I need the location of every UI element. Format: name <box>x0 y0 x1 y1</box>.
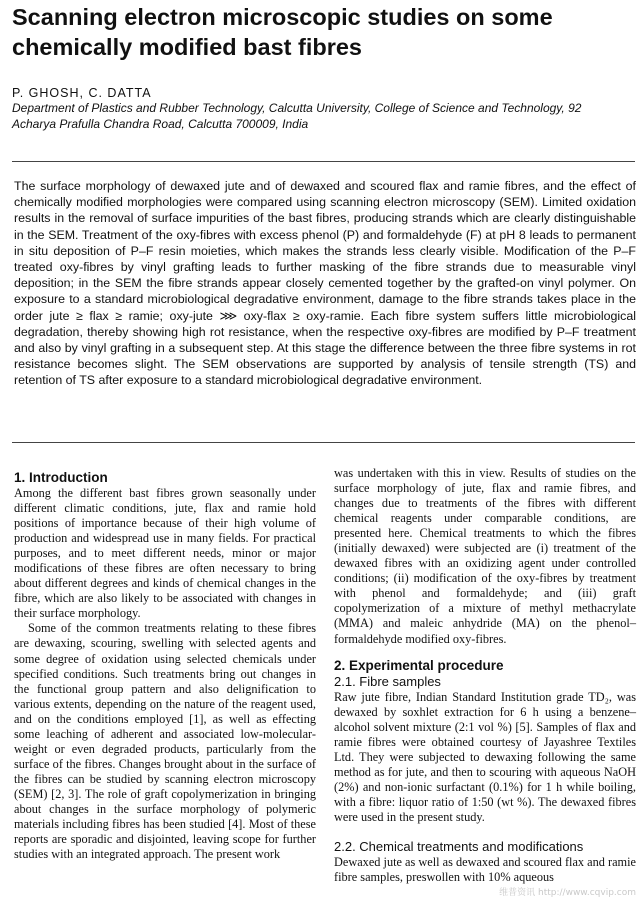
subsection-heading-chemical-treatments: 2.2. Chemical treatments and modifications <box>334 838 584 854</box>
intro-paragraph: Among the different bast fibres grown seasonally under different climatic conditions, jute, flax and ramie hold positions of importance because of their high volume of production and widespread use in many fields. For practical purposes, and to meet different needs, minor or major modifications of these fibres are often necessary to bring about different degrees and kinds of chemical changes in the fibre, which are also likely to be associated with changes in their surface morphology. <box>14 486 316 621</box>
chemical-treatments-paragraph: Dewaxed jute as well as dewaxed and scoured flax and ramie fibre samples, preswollen with 10% aqueous <box>334 854 636 885</box>
abstract: The surface morphology of dewaxed jute and of dewaxed and scoured flax and ramie fibres, and the effect of chemically modified morphologies were compared using scanning electron microscopy (SEM). Limited oxidation results in the removal of surface impurities of the bast fibres, producing strands which are clearly distinguishable in the SEM. Treatment of the oxy-fibres with excess phenol (P) and formaldehyde (F) at pH 8 leads to permanent in situ deposition of P–F resin moieties, which makes the strands less clearly visible. Modification of the P–F treated oxy-fibres by vinyl grafting leads to further masking of the fibre strands due to measurable vinyl deposition; in the SEM the fibre strands appear closely cemented together by the grafted-on vinyl polymer. On exposure to a standard microbiological degradative environment, damage to the fibre strands takes place in the order jute ≥ flax ≥ ramie; oxy-jute ⋙ oxy-flax ≥ oxy-ramie. Each fibre system suffers little microbiological degradation, thereby showing high rot resistance, when the respective oxy-fibres are modified by P–F treatment and also by vinyl grafting in a subsequent step. At this stage the difference between the three fibre systems in rot resistance becomes slight. The SEM observations are supported by analysis of tensile strength (TS) and retention of TS after exposure to a standard microbiological degradative environment. <box>14 179 636 388</box>
section-heading-experimental: 2. Experimental procedure <box>334 657 504 673</box>
section-heading-introduction: 1. Introduction <box>14 470 108 485</box>
paper-title: Scanning electron microscopic studies on some chemically modified bast fibres <box>12 4 553 60</box>
author-list: P. GHOSH, C. DATTA <box>12 86 152 100</box>
subsection-heading-fibre-samples: 2.1. Fibre samples <box>334 673 441 689</box>
top-rule <box>12 161 635 162</box>
affiliation: Department of Plastics and Rubber Technology, Calcutta University, College of Science and Technology, 92 Acharya Prafulla Chandra Road, Calcutta 700009, India <box>12 101 582 131</box>
fibre-samples-paragraph: Raw jute fibre, Indian Standard Institution grade TD₂, was dewaxed by soxhlet extraction for 6 h using a benzene–alcohol solvent mixture (2:1 vol %) [5]. Samples of flax and ramie fibres were obtained courtesy of Jayashree Textiles Ltd. They were subjected to dewaxing following the same method as for jute, and then to scouring with aqueous NaOH (2%) and non-ionic surfactant (0.1%) for 1 h while boiling, with a fibre: liquor ratio of 1:50 (wt %). The dewaxed fibres were used in the present study. <box>334 689 636 824</box>
watermark: 维普资讯 http://www.cqvip.com <box>499 888 636 898</box>
bottom-rule <box>12 442 635 443</box>
right-column <box>334 466 636 885</box>
left-column <box>14 470 316 862</box>
intro-continuation: was undertaken with this in view. Results of studies on the surface morphology of jute, flax and ramie fibres, and changes due to treatments of the fibres with different chemical reagents under comparable conditions, are presented here. Chemical treatments to which the fibres (initially dewaxed) were subjected are (i) treatment of the dewaxed fibres with an oxidizing agent under controlled conditions; (ii) modification of the oxy-fibres by treatment with phenol and formaldehyde; and (iii) graft copolymerization of a mixture of methyl methacrylate (MMA) and maleic anhydride (MA) on the phenol–formaldehyde modified oxy-fibres. <box>334 466 636 646</box>
intro-paragraph: Some of the common treatments relating to these fibres are dewaxing, scouring, swelling with selected agents and some degree of oxidation using selected chemicals under specified conditions. Such treatments bring out changes in the functional group pattern and also delignification to various extents, depending on the nature of the reagent used, and on the conditions employed [1], as well as effecting some leaching of adherent and associated low-molecular-weight or even degraded products, particularly from the surface of the fibres. Changes brought about in the surface of the fibres can be studied by scanning electron microscopy (SEM) [2, 3]. The role of graft copolymerization in bringing about changes in the surface morphology of polymeric materials including fibres has been studied [4]. Most of these reports are sporadic and disjointed, leaving scope for further studies with an integrated approach. The present work <box>14 621 316 862</box>
